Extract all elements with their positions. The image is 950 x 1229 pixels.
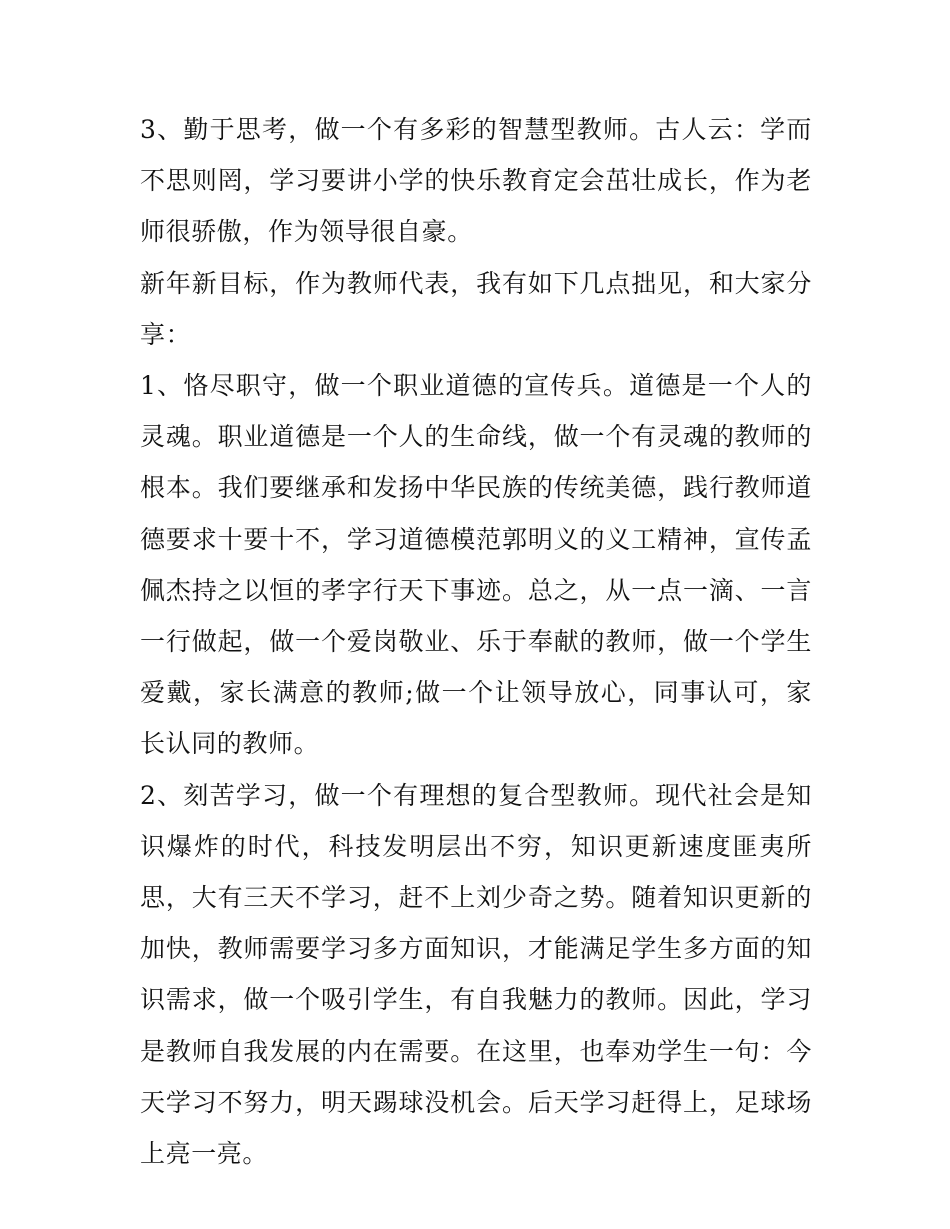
paragraph-diligent-study: 2、刻苦学习，做一个有理想的复合型教师。现代社会是知识爆炸的时代，科技发明层出不穷，知识更新速度匪夷所思，大有三天不学习，赶不上刘少奇之势。随着知识更新的加快，教师需要学习多方面知识，才能满足学生多方面的知识需求，做一个吸引学生，有自我魅力的教师。因此，学习是教师自我发展的内在需要。在这里，也奉劝学生一句：今天学习不努力，明天踢球没机会。后天学习赶得上，足球场上亮一亮。 [140, 780, 812, 1169]
paragraph-new-year-goals: 新年新目标，作为教师代表，我有如下几点拙见，和大家分享： [140, 268, 812, 349]
document-body [140, 104, 812, 1179]
paragraph-professional-ethics: 1、恪尽职守，做一个职业道德的宣传兵。道德是一个人的灵魂。职业道德是一个人的生命线，做一个有灵魂的教师的根本。我们要继承和发扬中华民族的传统美德，践行教师道德要求十要十不，学习道德模范郭明义的义工精神，宣传孟佩杰持之以恒的孝字行天下事迹。总之，从一点一滴、一言一行做起，做一个爱岗敬业、乐于奉献的教师，做一个学生爱戴，家长满意的教师;做一个让领导放心，同事认可，家长认同的教师。 [140, 371, 812, 759]
paragraph-diligent-thinking: 3、勤于思考，做一个有多彩的智慧型教师。古人云：学而不思则罔，学习要讲小学的快乐教育定会茁壮成长，作为老师很骄傲，作为领导很自豪。 [140, 115, 812, 247]
